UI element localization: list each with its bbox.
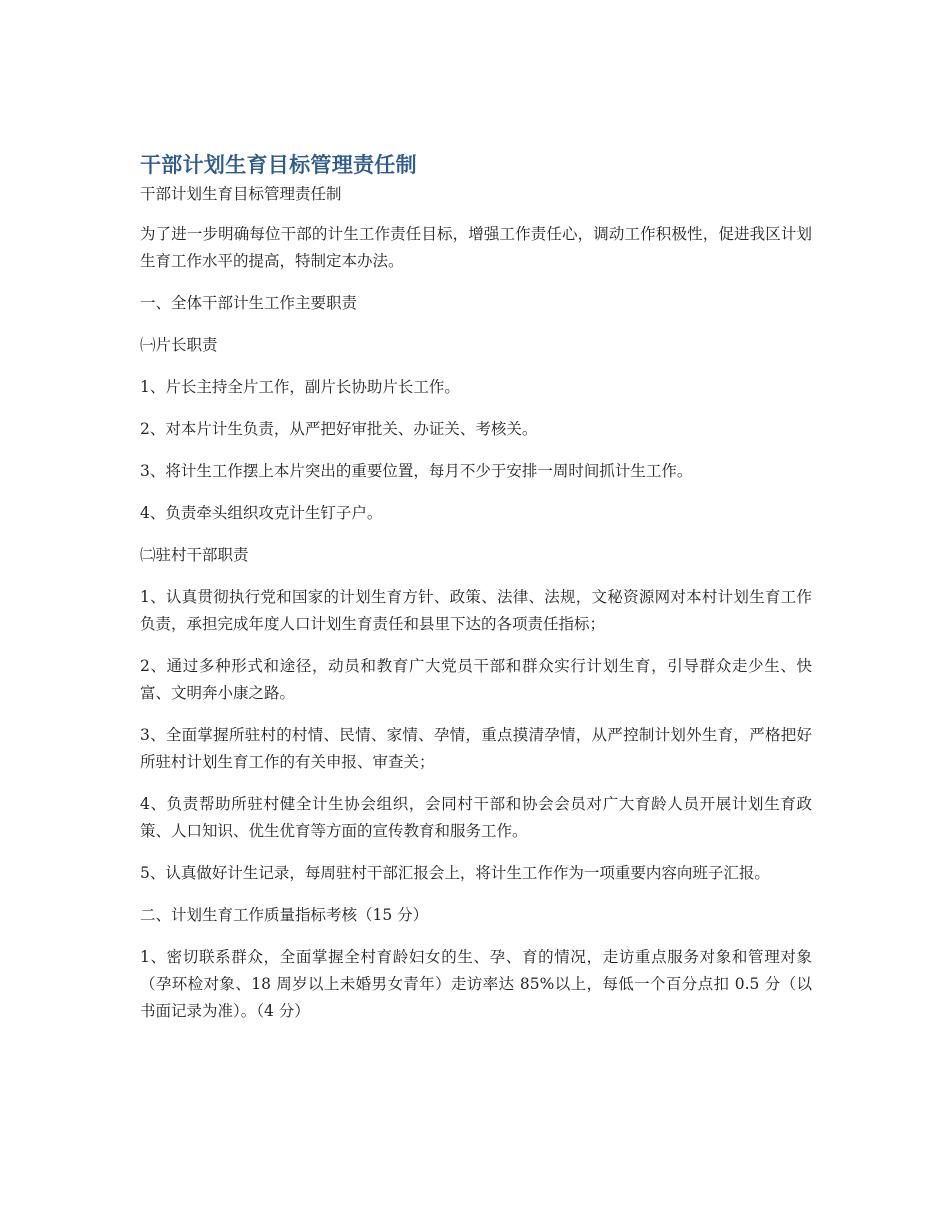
paragraph-intro: 为了进一步明确每位干部的计生工作责任目标，增强工作责任心，调动工作积极性，促进我区计划生育工作水平的提高，特制定本办法。 [140, 225, 812, 270]
list-item: 4、负责牵头组织攻克计生钉子户。 [140, 504, 383, 522]
list-item: 3、将计生工作摆上本片突出的重要位置，每月不少于安排一周时间抓计生工作。 [140, 462, 693, 480]
subsection-heading-area-leader: ㈠片长职责 [140, 336, 218, 354]
list-item: 1、片长主持全片工作，副片长协助片长工作。 [140, 378, 460, 396]
list-item: 1、认真贯彻执行党和国家的计划生育方针、政策、法律、法规，文秘资源网对本村计划生育工作负责，承担完成年度人口计划生育责任和县里下达的各项责任指标； [140, 588, 812, 633]
list-item: 5、认真做好计生记录，每周驻村干部汇报会上，将计生工作作为一项重要内容向班子汇报。 [140, 864, 770, 882]
section-heading-duties: 一、全体干部计生工作主要职责 [140, 294, 358, 312]
list-item: 4、负责帮助所驻村健全计生协会组织，会同村干部和协会会员对广大育龄人员开展计划生育政策、人口知识、优生优育等方面的宣传教育和服务工作。 [140, 795, 812, 840]
document-subtitle: 干部计划生育目标管理责任制 [140, 185, 342, 203]
list-item: 2、通过多种形式和途径，动员和教育广大党员干部和群众实行计划生育，引导群众走少生、快富、文明奔小康之路。 [140, 657, 812, 702]
list-item: 1、密切联系群众，全面掌握全村育龄妇女的生、孕、育的情况，走访重点服务对象和管理对象（孕环检对象、18 周岁以上未婚男女青年）走访率达 85%以上，每低一个百分点扣 0.5 分（以书面记录为准）。（4 分） [140, 948, 812, 1020]
subsection-heading-village-cadre: ㈡驻村干部职责 [140, 546, 249, 564]
document-page [140, 150, 812, 1040]
document-title: 干部计划生育目标管理责任制 [140, 153, 417, 177]
list-item: 3、全面掌握所驻村的村情、民情、家情、孕情，重点摸清孕情，从严控制计划外生育，严格把好所驻村计划生育工作的有关申报、审查关； [140, 726, 812, 771]
list-item: 2、对本片计生负责，从严把好审批关、办证关、考核关。 [140, 420, 538, 438]
section-heading-quality: 二、计划生育工作质量指标考核（15 分） [140, 906, 429, 924]
